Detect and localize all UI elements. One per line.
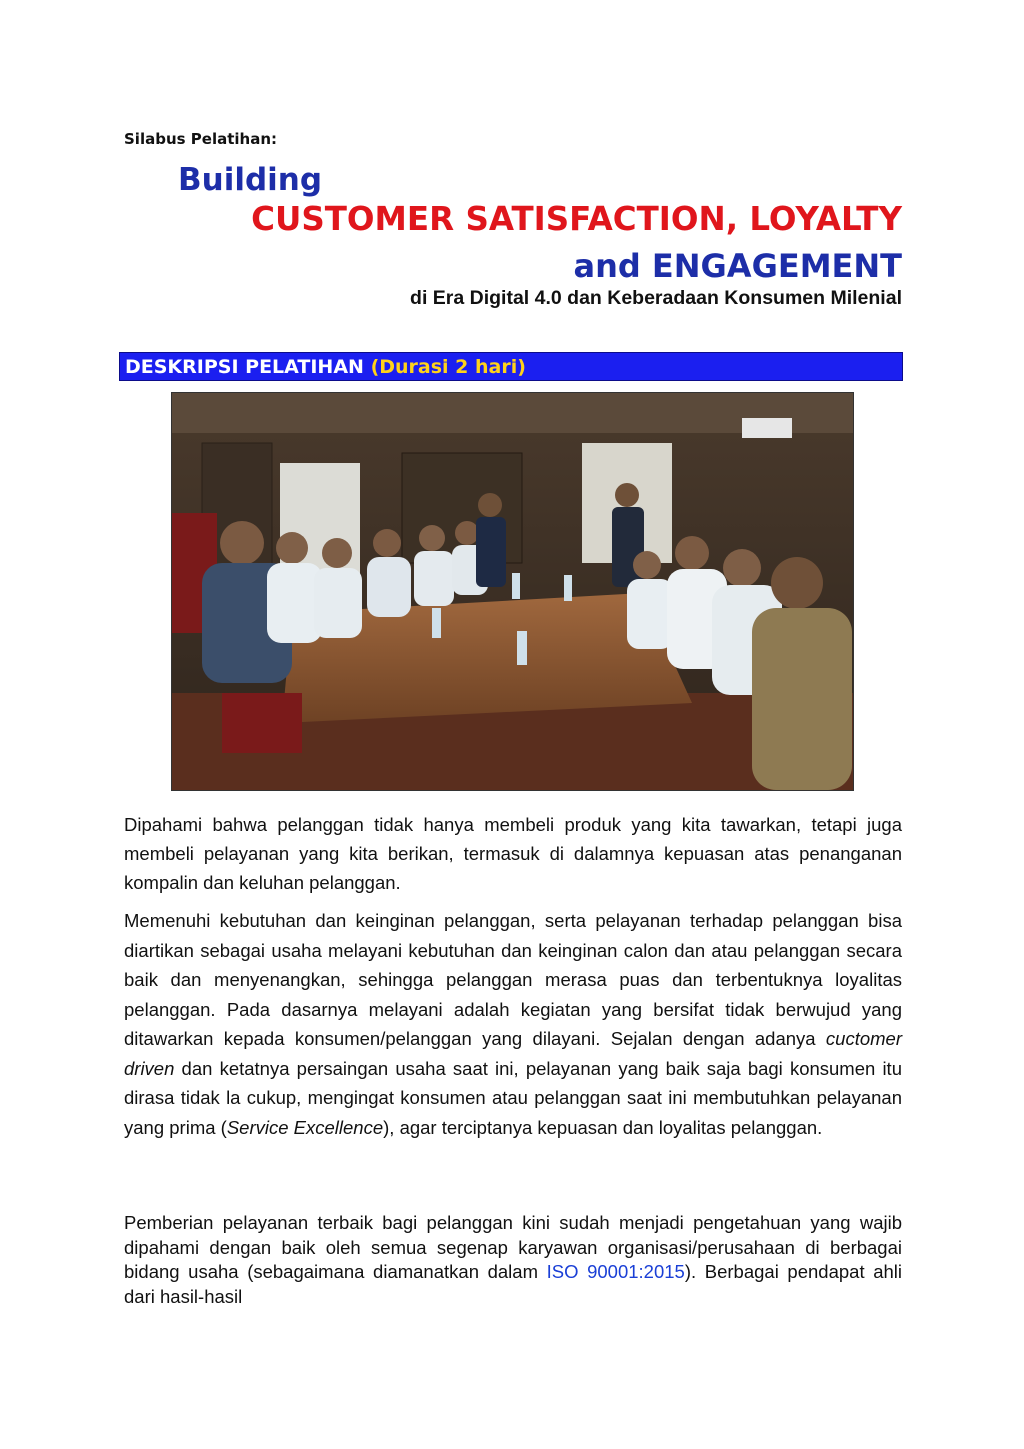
photo-ac-unit	[742, 418, 792, 438]
section-duration: (Durasi 2 hari)	[370, 356, 526, 378]
paragraph-2	[124, 906, 902, 1142]
paragraph-3	[124, 1211, 902, 1309]
iso-link[interactable]: ISO 90001:2015	[546, 1261, 685, 1282]
section-title	[125, 356, 526, 378]
paragraph-2-part-c: ), agar terciptanya kepuasan dan loyalitas pelanggan.	[383, 1116, 823, 1138]
paragraph-2-italic-customer-driven: cuctomer driven	[124, 1028, 902, 1079]
paragraph-1: Dipahami bahwa pelanggan tidak hanya membeli produk yang kita tawarkan, tetapi juga membeli pelayanan yang kita berikan, termasuk di dalamnya kepuasan atas penanganan kompalin dan keluhan pelanggan.	[124, 814, 902, 893]
syllabus-label: Silabus Pelatihan:	[124, 130, 277, 148]
section-header-bar	[119, 352, 903, 381]
subtitle: di Era Digital 4.0 dan Keberadaan Konsumen Milenial	[410, 287, 902, 309]
paragraph-3-part-b: ). Berbagai pendapat ahli dari hasil-hasil	[124, 1261, 903, 1307]
section-title-text: DESKRIPSI PELATIHAN	[125, 356, 364, 378]
title-building: Building	[178, 162, 323, 198]
paragraph-2-part-b: dan ketatnya persaingan usaha saat ini, pelayanan yang baik saja bagi konsumen itu dirasa tidak la cukup, mengingat konsumen atau pelanggan saat ini membutuhkan pelayanan yang prima (	[124, 1057, 902, 1138]
paragraph-2-part-a: Memenuhi kebutuhan dan keinginan pelanggan, serta pelayanan terhadap pelanggan bisa diartikan sebagai usaha melayani kebutuhan dan keinginan calon dan atau pelanggan secara baik dan menyenangkan, sehingga pelanggan merasa puas dan terbentuknya loyalitas pelanggan. Pada dasarnya melayani adalah kegiatan yang bersifat tidak berwujud yang ditawarkan kepada konsumen/pelanggan yang dilayani. Sejalan dengan adanya	[124, 910, 902, 1049]
training-photo	[171, 392, 854, 791]
title-engagement: and ENGAGEMENT	[573, 247, 902, 285]
paragraph-2-italic-service-excellence: Service Excellence	[226, 1116, 384, 1138]
paragraph-3-part-a: Pemberian pelayanan terbaik bagi pelanggan kini sudah menjadi pengetahuan yang wajib dipahami dengan baik oleh semua segenap karyawan organisasi/perusahaan di berbagai bidang usaha (sebagaimana diamanatkan dalam	[124, 1212, 902, 1282]
training-photo-illustration	[172, 393, 853, 790]
title-customer-satisfaction: CUSTOMER SATISFACTION, LOYALTY	[251, 200, 902, 238]
